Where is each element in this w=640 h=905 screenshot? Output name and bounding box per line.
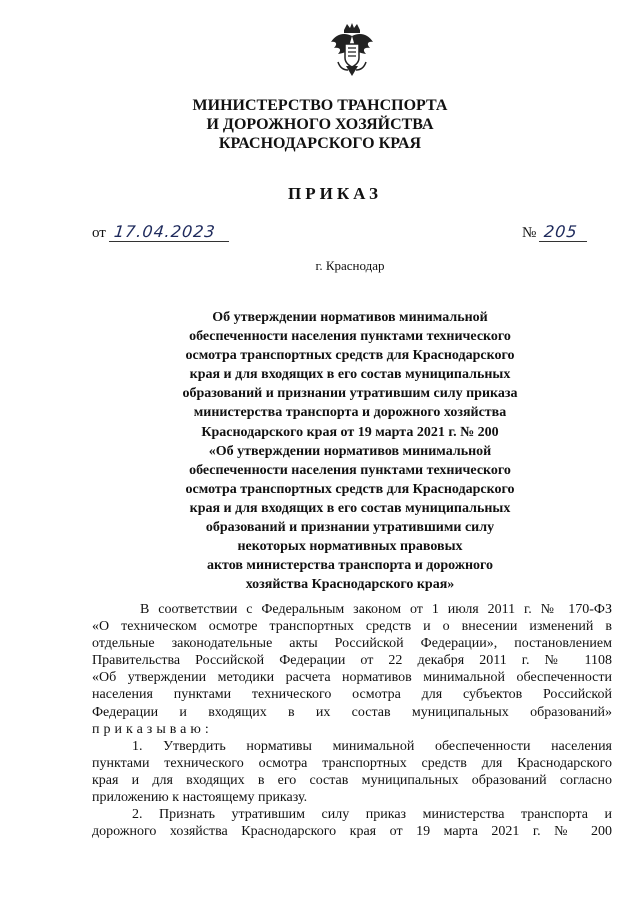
- body-line: «Об утверждении методики расчета нормативов минимальной обеспеченности: [92, 670, 612, 686]
- title-line: края и для входящих в его состав муниципальных: [189, 500, 511, 516]
- body-line: Федерации и входящих в их состав муниципальных образований»: [92, 704, 612, 720]
- body-line: 1. Утвердить нормативы минимальной обеспеченности населения: [132, 738, 612, 754]
- document-type: ПРИКАЗ: [288, 184, 382, 203]
- ministry-name: [0, 96, 640, 153]
- body-line: дорожного хозяйства Краснодарского края от 19 марта 2021 г. № 200: [92, 824, 612, 840]
- body-line: В соответствии с Федеральным законом от 1 июля 2011 г. № 170-ФЗ: [140, 602, 612, 617]
- body-line: «О техническом осмотре транспортных средств и о внесении изменений в: [92, 619, 612, 635]
- order-number: [522, 222, 588, 242]
- body-line: пунктами технического осмотра транспортных средств для Краснодарского: [92, 755, 612, 771]
- ministry-line: КРАСНОДАРСКОГО КРАЯ: [218, 135, 422, 152]
- title-line: образований и признании утратившими силу: [205, 520, 495, 536]
- handwritten-number: 205: [539, 222, 589, 242]
- body-line: Правительства Российской Федерации от 22 декабря 2011 г. № 1108: [92, 653, 612, 669]
- title-line: Краснодарского края от 19 марта 2021 г. № 200: [201, 424, 499, 440]
- body-line: отдельные законодательные акты Российской Федерации», постановлением: [92, 636, 612, 652]
- orders-word: приказываю:: [92, 721, 213, 737]
- title-line: «Об утверждении нормативов минимальной: [208, 443, 492, 459]
- title-line: края и для входящих в его состав муниципальных: [189, 367, 511, 383]
- order-body: [92, 601, 612, 840]
- title-line: осмотра транспортных средств для Краснодарского: [185, 348, 515, 364]
- title-line: хозяйства Краснодарского края»: [245, 577, 455, 593]
- title-line: министерства транспорта и дорожного хозяйства: [193, 405, 507, 421]
- title-line: некоторых нормативных правовых: [237, 539, 463, 555]
- body-line: края и для входящих в его состав муниципальных образований согласно: [92, 772, 612, 788]
- order-title: [120, 308, 580, 594]
- title-line: обеспеченности населения пунктами технического: [189, 329, 511, 345]
- handwritten-date: 17.04.2023: [109, 222, 231, 242]
- title-line: образований и признании утратившим силу приказа: [182, 386, 518, 402]
- order-date: [92, 222, 229, 242]
- body-line: приложению к настоящему приказу.: [92, 790, 308, 806]
- ministry-line: И ДОРОЖНОГО ХОЗЯЙСТВА: [206, 116, 434, 133]
- title-line: обеспеченности населения пунктами технического: [189, 462, 511, 478]
- title-line: Об утверждении нормативов минимальной: [212, 310, 488, 325]
- ministry-line: МИНИСТЕРСТВО ТРАНСПОРТА: [192, 97, 448, 114]
- title-line: осмотра транспортных средств для Краснодарского: [185, 481, 515, 497]
- body-line: 2. Признать утратившим силу приказ министерства транспорта и: [132, 807, 612, 823]
- title-line: актов министерства транспорта и дорожного: [206, 558, 494, 574]
- city: г. Краснодар: [315, 258, 385, 273]
- date-prefix: от: [92, 225, 106, 241]
- number-prefix: №: [522, 225, 537, 241]
- coat-of-arms-icon: [328, 22, 376, 78]
- body-line: населения пунктами технического осмотра для субъектов Российской: [92, 687, 612, 703]
